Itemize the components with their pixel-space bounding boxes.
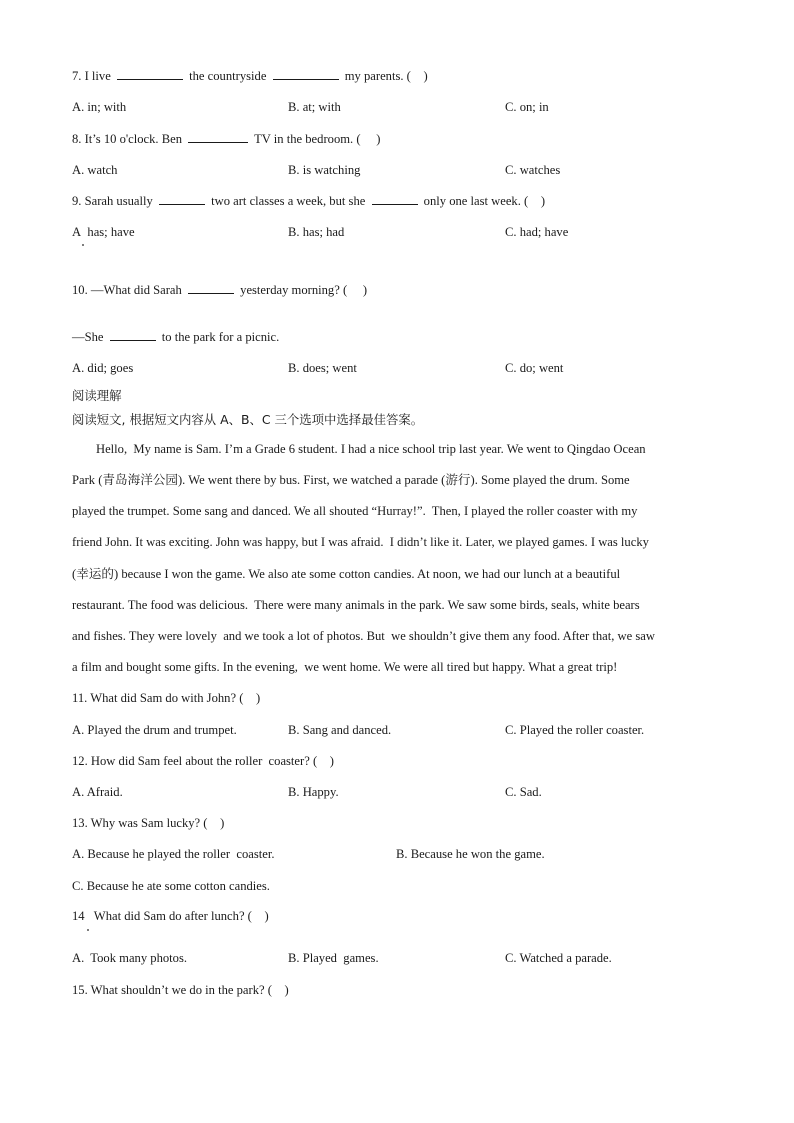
passage-line-4: friend John. It was exciting. John was happy, but I was afraid. I didn’t like it. Later, we played games. I was lucky bbox=[72, 535, 649, 549]
q8-option-c: C. watches bbox=[505, 163, 561, 177]
q13-option-b: B. Because he won the game. bbox=[396, 847, 545, 861]
q14-option-b: B. Played games. bbox=[288, 951, 379, 965]
q10-option-b: B. does; went bbox=[288, 361, 357, 375]
q9-option-a: A has; have bbox=[72, 225, 135, 239]
section-title: 阅读理解 bbox=[72, 388, 122, 403]
q7-prefix: 7. I live bbox=[72, 69, 111, 83]
q11-option-a: A. Played the drum and trumpet. bbox=[72, 723, 237, 737]
passage-line-3: played the trumpet. Some sang and danced. We all shouted “Hurray!”. Then, I played the roller coaster with my bbox=[72, 504, 638, 518]
q10-reply-prefix: —She bbox=[72, 330, 104, 344]
q7-blank-1[interactable] bbox=[117, 67, 183, 80]
q9-suffix: only one last week. ( ) bbox=[423, 194, 546, 208]
q10-suffix: yesterday morning? ( ) bbox=[240, 283, 368, 297]
q7-mid: the countryside bbox=[189, 69, 267, 83]
q9-blank-2[interactable] bbox=[372, 192, 418, 205]
q8-option-b: B. is watching bbox=[288, 163, 361, 177]
q8-suffix: TV in the bedroom. ( ) bbox=[254, 132, 381, 146]
passage-line-2: Park (青岛海洋公园). We went there by bus. First, we watched a parade (游行). Some played the drum. Some bbox=[72, 473, 630, 487]
q8-option-a: A. watch bbox=[72, 163, 118, 177]
q13-option-a: A. Because he played the roller coaster. bbox=[72, 847, 275, 861]
q9-mid: two art classes a week, but she bbox=[211, 194, 366, 208]
passage-line-5: (幸运的) because I won the game. We also ate some cotton candies. At noon, we had our lunch at a beautiful bbox=[72, 567, 621, 581]
q11-option-b: B. Sang and danced. bbox=[288, 723, 392, 737]
q7-option-c: C. on; in bbox=[505, 100, 549, 114]
q8-blank[interactable] bbox=[188, 130, 248, 143]
q10-blank-1[interactable] bbox=[188, 281, 234, 294]
question-15: 15. What shouldn’t we do in the park? ( ) bbox=[72, 983, 289, 997]
q7-option-a: A. in; with bbox=[72, 100, 127, 114]
q7-blank-2[interactable] bbox=[273, 67, 339, 80]
q10-option-a: A. did; goes bbox=[72, 361, 134, 375]
q8-prefix: 8. It’s 10 o'clock. Ben bbox=[72, 132, 182, 146]
q12-option-a: A. Afraid. bbox=[72, 785, 123, 799]
section-instruction: 阅读短文, 根据短文内容从 A、B、C 三个选项中选择最佳答案。 bbox=[72, 412, 424, 427]
q13-option-c: C. Because he ate some cotton candies. bbox=[72, 879, 270, 893]
stray-dot bbox=[87, 929, 89, 931]
stray-dot bbox=[82, 244, 84, 246]
question-11: 11. What did Sam do with John? ( ) bbox=[72, 691, 261, 705]
question-12: 12. How did Sam feel about the roller coaster? ( ) bbox=[72, 754, 334, 768]
passage-line-6: restaurant. The food was delicious. There were many animals in the park. We saw some birds, seals, white bears bbox=[72, 598, 640, 612]
question-9 bbox=[72, 192, 545, 210]
question-10 bbox=[72, 281, 367, 299]
q14-option-c: C. Watched a parade. bbox=[505, 951, 612, 965]
q9-blank-1[interactable] bbox=[159, 192, 205, 205]
q12-option-b: B. Happy. bbox=[288, 785, 339, 799]
q10-prefix: 10. —What did Sarah bbox=[72, 283, 182, 297]
question-13: 13. Why was Sam lucky? ( ) bbox=[72, 816, 225, 830]
passage-line-1: Hello, My name is Sam. I’m a Grade 6 student. I had a nice school trip last year. We went to Qingdao Ocean bbox=[96, 442, 646, 456]
q10-reply-suffix: to the park for a picnic. bbox=[161, 330, 280, 344]
q7-suffix: my parents. ( ) bbox=[344, 69, 428, 83]
passage-line-8: a film and bought some gifts. In the evening, we went home. We were all tired but happy. What a great trip! bbox=[72, 660, 618, 674]
question-8 bbox=[72, 130, 380, 148]
q12-option-c: C. Sad. bbox=[505, 785, 542, 799]
q10-option-c: C. do; went bbox=[505, 361, 564, 375]
question-7 bbox=[72, 67, 428, 85]
q10-blank-2[interactable] bbox=[110, 328, 156, 341]
question-10-reply bbox=[72, 328, 279, 346]
q14-option-a: A. Took many photos. bbox=[72, 951, 188, 965]
q7-option-b: B. at; with bbox=[288, 100, 341, 114]
q9-option-b: B. has; had bbox=[288, 225, 345, 239]
q9-prefix: 9. Sarah usually bbox=[72, 194, 153, 208]
q11-option-c: C. Played the roller coaster. bbox=[505, 723, 645, 737]
passage-line-7: and fishes. They were lovely and we took a lot of photos. But we shouldn’t give them any food. After that, we saw bbox=[72, 629, 655, 643]
q9-option-c: C. had; have bbox=[505, 225, 569, 239]
question-14: 14 What did Sam do after lunch? ( ) bbox=[72, 909, 269, 923]
